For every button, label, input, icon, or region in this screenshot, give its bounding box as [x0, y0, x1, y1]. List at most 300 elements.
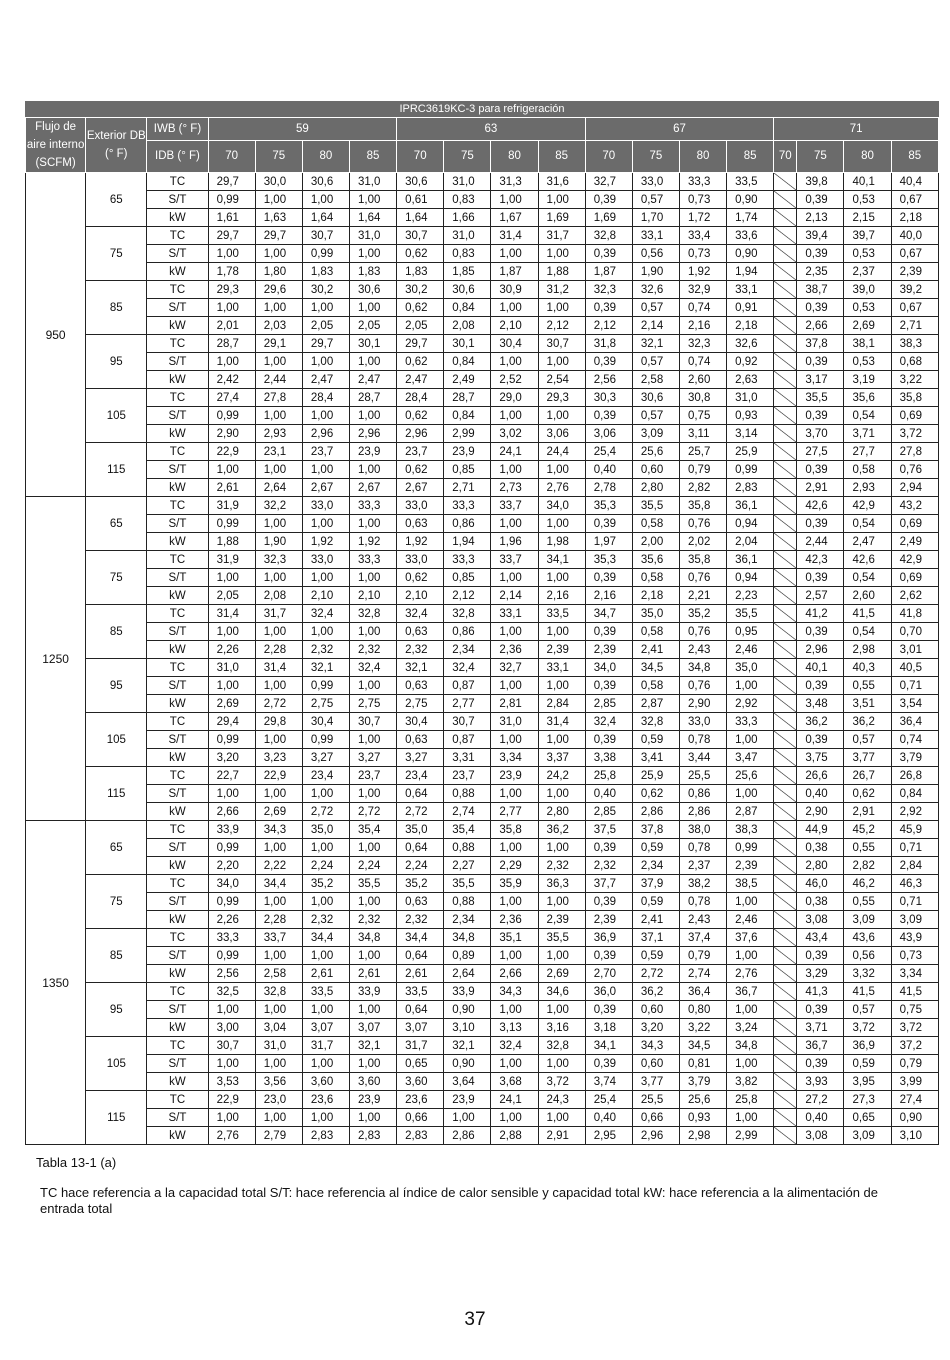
- value-cell: 0,67: [891, 191, 938, 209]
- table-row: [26, 371, 939, 389]
- value-cell: 36,9: [585, 929, 632, 947]
- value-cell: 2,01: [208, 317, 255, 335]
- outdoor-db-cell: 95: [86, 335, 147, 389]
- value-cell: 2,87: [727, 803, 774, 821]
- idb-value: 85: [727, 140, 774, 172]
- value-cell: 40,4: [891, 173, 938, 191]
- value-cell: 30,0: [255, 173, 302, 191]
- metric-label: S/T: [147, 245, 208, 263]
- value-cell: 2,93: [844, 479, 891, 497]
- value-cell: 2,72: [255, 695, 302, 713]
- value-cell: 2,14: [491, 587, 538, 605]
- metric-label: TC: [147, 1037, 208, 1055]
- value-cell: 32,4: [491, 1037, 538, 1055]
- value-cell: 0,58: [632, 677, 679, 695]
- value-cell: 2,18: [891, 209, 938, 227]
- value-cell: 1,97: [585, 533, 632, 551]
- value-cell: 2,23: [727, 587, 774, 605]
- value-cell: 35,5: [444, 875, 491, 893]
- outdoor-db-cell: 95: [86, 659, 147, 713]
- value-cell: 1,00: [349, 191, 396, 209]
- outdoor-db-cell: 75: [86, 227, 147, 281]
- metric-label: TC: [147, 227, 208, 245]
- value-cell: 0,99: [302, 731, 349, 749]
- value-cell: 42,3: [797, 551, 844, 569]
- value-cell: 1,00: [302, 353, 349, 371]
- value-cell: 3,93: [797, 1073, 844, 1091]
- value-cell: 1,00: [255, 731, 302, 749]
- value-cell: 0,78: [679, 839, 726, 857]
- value-cell: 1,83: [302, 263, 349, 281]
- value-cell: 29,8: [255, 713, 302, 731]
- value-cell: 23,7: [302, 443, 349, 461]
- value-cell: 1,00: [208, 1109, 255, 1127]
- value-cell: 0,84: [444, 407, 491, 425]
- value-cell: 31,4: [538, 713, 585, 731]
- value-cell: 0,88: [444, 893, 491, 911]
- value-cell: 0,57: [632, 299, 679, 317]
- value-cell: 30,3: [585, 389, 632, 407]
- table-row: [26, 209, 939, 227]
- value-cell: 1,00: [538, 299, 585, 317]
- value-cell: 3,64: [444, 1073, 491, 1091]
- value-cell: 0,53: [844, 245, 891, 263]
- value-cell: 37,4: [679, 929, 726, 947]
- value-cell: 2,39: [727, 857, 774, 875]
- value-cell: 3,17: [797, 371, 844, 389]
- value-cell: 0,54: [844, 515, 891, 533]
- metric-label: kW: [147, 1019, 208, 1037]
- value-cell: 2,86: [632, 803, 679, 821]
- value-cell: 39,7: [844, 227, 891, 245]
- value-cell: 2,74: [444, 803, 491, 821]
- value-cell: 1,92: [349, 533, 396, 551]
- metric-label: TC: [147, 281, 208, 299]
- performance-table: [25, 101, 939, 1145]
- empty-cell: [774, 767, 797, 785]
- value-cell: 32,8: [255, 983, 302, 1001]
- outdoor-db-cell: 65: [86, 497, 147, 551]
- value-cell: 3,13: [491, 1019, 538, 1037]
- value-cell: 45,2: [844, 821, 891, 839]
- value-cell: 32,3: [585, 281, 632, 299]
- empty-cell: [774, 947, 797, 965]
- value-cell: 34,0: [538, 497, 585, 515]
- value-cell: 0,71: [891, 677, 938, 695]
- value-cell: 33,3: [679, 173, 726, 191]
- value-cell: 1,83: [349, 263, 396, 281]
- empty-cell: [774, 281, 797, 299]
- value-cell: 3,22: [679, 1019, 726, 1037]
- metric-label: kW: [147, 1073, 208, 1091]
- table-row: [26, 875, 939, 893]
- value-cell: 35,2: [397, 875, 444, 893]
- value-cell: 0,62: [632, 785, 679, 803]
- value-cell: 1,00: [538, 191, 585, 209]
- value-cell: 1,00: [255, 353, 302, 371]
- value-cell: 23,9: [444, 443, 491, 461]
- value-cell: 0,57: [632, 353, 679, 371]
- value-cell: 38,7: [797, 281, 844, 299]
- empty-cell: [774, 875, 797, 893]
- value-cell: 2,58: [632, 371, 679, 389]
- value-cell: 25,8: [585, 767, 632, 785]
- value-cell: 29,1: [255, 335, 302, 353]
- value-cell: 0,53: [844, 191, 891, 209]
- value-cell: 0,92: [727, 353, 774, 371]
- value-cell: 2,64: [444, 965, 491, 983]
- value-cell: 36,2: [538, 821, 585, 839]
- value-cell: 35,8: [679, 497, 726, 515]
- value-cell: 0,99: [208, 515, 255, 533]
- value-cell: 23,7: [349, 767, 396, 785]
- value-cell: 33,4: [679, 227, 726, 245]
- value-cell: 28,4: [397, 389, 444, 407]
- table-row: [26, 533, 939, 551]
- value-cell: 2,69: [208, 695, 255, 713]
- value-cell: 0,83: [444, 191, 491, 209]
- value-cell: 25,8: [727, 1091, 774, 1109]
- value-cell: 35,6: [844, 389, 891, 407]
- metric-label: kW: [147, 209, 208, 227]
- value-cell: 23,7: [397, 443, 444, 461]
- value-cell: 32,8: [585, 227, 632, 245]
- value-cell: 43,4: [797, 929, 844, 947]
- value-cell: 2,83: [397, 1127, 444, 1145]
- value-cell: 0,84: [444, 299, 491, 317]
- value-cell: 0,63: [397, 677, 444, 695]
- value-cell: 36,7: [797, 1037, 844, 1055]
- value-cell: 41,3: [797, 983, 844, 1001]
- metric-label: kW: [147, 857, 208, 875]
- value-cell: 35,2: [679, 605, 726, 623]
- metric-label: kW: [147, 317, 208, 335]
- value-cell: 2,35: [797, 263, 844, 281]
- value-cell: 41,5: [844, 605, 891, 623]
- value-cell: 0,39: [585, 191, 632, 209]
- value-cell: 0,39: [797, 461, 844, 479]
- metric-label: kW: [147, 641, 208, 659]
- value-cell: 0,39: [585, 299, 632, 317]
- empty-cell: [774, 1127, 797, 1145]
- value-cell: 2,41: [632, 641, 679, 659]
- value-cell: 29,7: [397, 335, 444, 353]
- value-cell: 3,77: [632, 1073, 679, 1091]
- value-cell: 1,88: [208, 533, 255, 551]
- value-cell: 35,8: [679, 551, 726, 569]
- value-cell: 29,7: [208, 173, 255, 191]
- value-cell: 1,00: [538, 245, 585, 263]
- value-cell: 2,21: [679, 587, 726, 605]
- value-cell: 0,76: [679, 515, 726, 533]
- value-cell: 2,90: [679, 695, 726, 713]
- empty-cell: [774, 749, 797, 767]
- idb-value: 80: [302, 140, 349, 172]
- value-cell: 2,71: [891, 317, 938, 335]
- value-cell: 0,79: [679, 947, 726, 965]
- value-cell: 2,92: [727, 695, 774, 713]
- value-cell: 31,0: [444, 173, 491, 191]
- empty-cell: [774, 587, 797, 605]
- metric-label: S/T: [147, 461, 208, 479]
- value-cell: 2,14: [632, 317, 679, 335]
- empty-cell: [774, 677, 797, 695]
- value-cell: 35,4: [444, 821, 491, 839]
- idb-value: 75: [255, 140, 302, 172]
- value-cell: 0,84: [444, 353, 491, 371]
- value-cell: 1,64: [302, 209, 349, 227]
- value-cell: 0,57: [844, 1001, 891, 1019]
- value-cell: 42,9: [891, 551, 938, 569]
- value-cell: 43,2: [891, 497, 938, 515]
- value-cell: 2,39: [585, 911, 632, 929]
- value-cell: 0,99: [208, 893, 255, 911]
- value-cell: 27,4: [208, 389, 255, 407]
- value-cell: 42,6: [844, 551, 891, 569]
- value-cell: 32,5: [208, 983, 255, 1001]
- empty-cell: [774, 227, 797, 245]
- value-cell: 32,4: [397, 605, 444, 623]
- value-cell: 32,1: [349, 1037, 396, 1055]
- value-cell: 3,60: [397, 1073, 444, 1091]
- value-cell: 2,42: [208, 371, 255, 389]
- value-cell: 1,00: [255, 623, 302, 641]
- value-cell: 0,59: [844, 1055, 891, 1073]
- value-cell: 2,47: [844, 533, 891, 551]
- value-cell: 2,99: [444, 425, 491, 443]
- value-cell: 35,5: [632, 497, 679, 515]
- value-cell: 0,86: [444, 623, 491, 641]
- value-cell: 0,76: [679, 569, 726, 587]
- value-cell: 0,91: [727, 299, 774, 317]
- value-cell: 0,60: [632, 1001, 679, 1019]
- value-cell: 0,59: [632, 839, 679, 857]
- empty-cell: [774, 1055, 797, 1073]
- value-cell: 1,00: [302, 785, 349, 803]
- value-cell: 31,0: [491, 713, 538, 731]
- value-cell: 1,00: [491, 947, 538, 965]
- value-cell: 37,1: [632, 929, 679, 947]
- value-cell: 0,85: [444, 569, 491, 587]
- value-cell: 2,96: [632, 1127, 679, 1145]
- value-cell: 1,00: [538, 893, 585, 911]
- value-cell: 2,75: [397, 695, 444, 713]
- value-cell: 1,00: [491, 245, 538, 263]
- value-cell: 29,7: [208, 227, 255, 245]
- outdoor-db-cell: 65: [86, 173, 147, 227]
- value-cell: 0,56: [632, 245, 679, 263]
- value-cell: 2,29: [491, 857, 538, 875]
- value-cell: 0,59: [632, 731, 679, 749]
- value-cell: 3,70: [797, 425, 844, 443]
- value-cell: 1,00: [491, 893, 538, 911]
- value-cell: 1,00: [538, 677, 585, 695]
- value-cell: 0,88: [444, 839, 491, 857]
- value-cell: 28,7: [349, 389, 396, 407]
- value-cell: 30,4: [302, 713, 349, 731]
- table-title: IPRC3619KC-3 para refrigeración: [26, 102, 939, 118]
- value-cell: 0,76: [679, 623, 726, 641]
- value-cell: 0,87: [444, 677, 491, 695]
- empty-cell: [774, 209, 797, 227]
- value-cell: 2,15: [844, 209, 891, 227]
- value-cell: 1,00: [208, 1055, 255, 1073]
- value-cell: 0,39: [585, 839, 632, 857]
- value-cell: 2,73: [491, 479, 538, 497]
- value-cell: 3,04: [255, 1019, 302, 1037]
- metric-label: TC: [147, 767, 208, 785]
- value-cell: 2,24: [349, 857, 396, 875]
- value-cell: 3,71: [844, 425, 891, 443]
- metric-label: S/T: [147, 353, 208, 371]
- value-cell: 2,12: [585, 317, 632, 335]
- value-cell: 41,5: [844, 983, 891, 1001]
- empty-cell: [774, 371, 797, 389]
- value-cell: 27,2: [797, 1091, 844, 1109]
- empty-cell: [774, 965, 797, 983]
- value-cell: 2,85: [585, 695, 632, 713]
- value-cell: 2,46: [727, 641, 774, 659]
- value-cell: 3,20: [208, 749, 255, 767]
- empty-cell: [774, 515, 797, 533]
- value-cell: 1,00: [727, 1109, 774, 1127]
- value-cell: 1,00: [727, 785, 774, 803]
- outdoor-db-cell: 105: [86, 1037, 147, 1091]
- value-cell: 2,47: [397, 371, 444, 389]
- value-cell: 0,84: [891, 785, 938, 803]
- value-cell: 2,91: [797, 479, 844, 497]
- table-row: [26, 1019, 939, 1037]
- value-cell: 2,76: [727, 965, 774, 983]
- value-cell: 3,72: [891, 1019, 938, 1037]
- empty-cell: [774, 695, 797, 713]
- metric-label: TC: [147, 335, 208, 353]
- idb-value: 85: [349, 140, 396, 172]
- value-cell: 25,4: [585, 443, 632, 461]
- value-cell: 33,9: [208, 821, 255, 839]
- value-cell: 34,4: [302, 929, 349, 947]
- value-cell: 1,00: [302, 623, 349, 641]
- value-cell: 25,4: [585, 1091, 632, 1109]
- value-cell: 3,32: [844, 965, 891, 983]
- value-cell: 0,38: [797, 893, 844, 911]
- value-cell: 2,82: [844, 857, 891, 875]
- value-cell: 2,26: [208, 641, 255, 659]
- value-cell: 1,00: [255, 1055, 302, 1073]
- value-cell: 0,39: [797, 299, 844, 317]
- value-cell: 33,1: [727, 281, 774, 299]
- value-cell: 2,69: [844, 317, 891, 335]
- value-cell: 3,09: [891, 911, 938, 929]
- value-cell: 1,00: [538, 407, 585, 425]
- value-cell: 0,90: [891, 1109, 938, 1127]
- empty-cell: [774, 857, 797, 875]
- value-cell: 32,7: [585, 173, 632, 191]
- value-cell: 32,1: [444, 1037, 491, 1055]
- value-cell: 38,3: [891, 335, 938, 353]
- value-cell: 1,00: [349, 947, 396, 965]
- value-cell: 37,2: [891, 1037, 938, 1055]
- value-cell: 27,3: [844, 1091, 891, 1109]
- value-cell: 2,47: [302, 371, 349, 389]
- idb-value: 70: [585, 140, 632, 172]
- value-cell: 0,55: [844, 839, 891, 857]
- table-row: [26, 425, 939, 443]
- value-cell: 38,2: [679, 875, 726, 893]
- value-cell: 3,71: [797, 1019, 844, 1037]
- value-cell: 27,5: [797, 443, 844, 461]
- value-cell: 2,96: [302, 425, 349, 443]
- value-cell: 30,6: [444, 281, 491, 299]
- value-cell: 0,39: [797, 191, 844, 209]
- value-cell: 3,23: [255, 749, 302, 767]
- value-cell: 2,88: [491, 1127, 538, 1145]
- value-cell: 44,9: [797, 821, 844, 839]
- value-cell: 1,00: [538, 1001, 585, 1019]
- metric-label: S/T: [147, 407, 208, 425]
- value-cell: 30,6: [397, 173, 444, 191]
- value-cell: 2,32: [397, 911, 444, 929]
- value-cell: 1,00: [208, 245, 255, 263]
- value-cell: 23,4: [302, 767, 349, 785]
- value-cell: 2,81: [491, 695, 538, 713]
- outdoor-db-cell: 105: [86, 389, 147, 443]
- value-cell: 29,3: [538, 389, 585, 407]
- value-cell: 24,1: [491, 1091, 538, 1109]
- value-cell: 1,88: [538, 263, 585, 281]
- value-cell: 3,06: [585, 425, 632, 443]
- metric-label: TC: [147, 821, 208, 839]
- value-cell: 0,99: [208, 947, 255, 965]
- value-cell: 1,00: [538, 1109, 585, 1127]
- metric-label: TC: [147, 497, 208, 515]
- value-cell: 2,72: [632, 965, 679, 983]
- value-cell: 35,4: [349, 821, 396, 839]
- metric-label: S/T: [147, 191, 208, 209]
- empty-cell: [774, 1037, 797, 1055]
- value-cell: 1,64: [349, 209, 396, 227]
- table-row: [26, 299, 939, 317]
- value-cell: 3,09: [844, 1127, 891, 1145]
- value-cell: 2,91: [844, 803, 891, 821]
- value-cell: 34,6: [538, 983, 585, 1001]
- value-cell: 33,7: [491, 497, 538, 515]
- value-cell: 2,47: [349, 371, 396, 389]
- value-cell: 0,62: [844, 785, 891, 803]
- value-cell: 38,3: [727, 821, 774, 839]
- value-cell: 1,00: [491, 299, 538, 317]
- value-cell: 0,78: [679, 731, 726, 749]
- value-cell: 0,69: [891, 515, 938, 533]
- value-cell: 30,6: [349, 281, 396, 299]
- value-cell: 1,00: [302, 893, 349, 911]
- metric-label: kW: [147, 911, 208, 929]
- table-row: [26, 1109, 939, 1127]
- value-cell: 0,99: [302, 245, 349, 263]
- empty-cell: [774, 533, 797, 551]
- value-cell: 2,05: [397, 317, 444, 335]
- value-cell: 3,82: [727, 1073, 774, 1091]
- value-cell: 2,79: [255, 1127, 302, 1145]
- table-row: [26, 173, 939, 191]
- value-cell: 1,00: [349, 1109, 396, 1127]
- value-cell: 1,00: [302, 947, 349, 965]
- value-cell: 2,96: [797, 641, 844, 659]
- value-cell: 36,1: [727, 497, 774, 515]
- value-cell: 3,06: [538, 425, 585, 443]
- value-cell: 33,3: [349, 551, 396, 569]
- value-cell: 2,13: [797, 209, 844, 227]
